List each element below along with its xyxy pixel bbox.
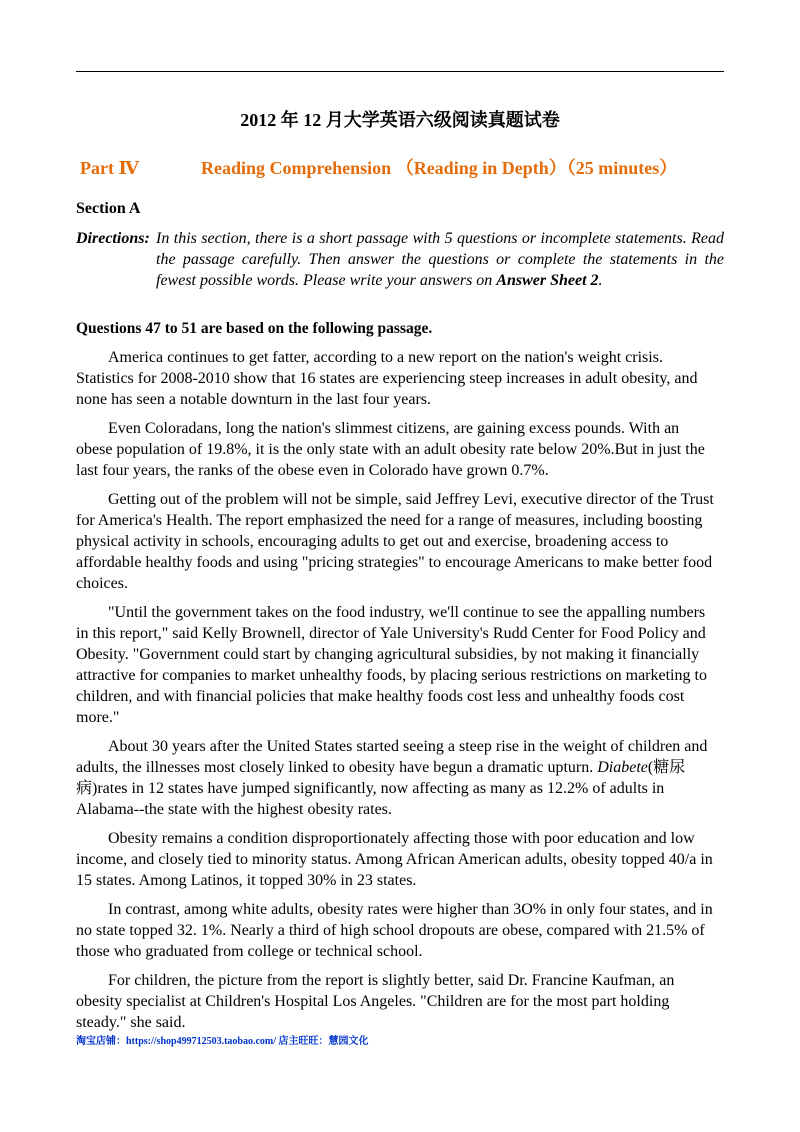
text-line: in this report," said Kelly Brownell, director of Yale University's Rudd Center for Food Policy and [76,625,706,642]
text-line: affordable healthy foods and using "pricing strategies" to encourage Americans to make better food [76,554,713,571]
page-title: 2012 年 12 月大学英语六级阅读真题试卷 [240,110,560,130]
text-line [76,270,724,291]
directions-label: Directions: [76,230,150,247]
text-line: none has seen a notable downturn in the last four years. [76,391,432,408]
text-line: obese population of 19.8%, it is the only state with an adult obesity rate below 20%.But in just the [76,441,705,458]
passage-paragraph [76,970,724,1033]
text-line: Obesity. "Government could start by changing agricultural subsidies, by not making it financially [76,646,700,663]
passage [76,347,724,1041]
text-run: fewest possible words. Please write your answers on [156,272,497,289]
text-line: those who graduated from college or technical school. [76,943,423,960]
passage-paragraph [76,489,724,594]
text-line: Getting out of the problem will not be simple, said Jeffrey Levi, executive director of the Trust [108,491,714,508]
part-label: Part Ⅳ [80,158,139,178]
passage-paragraph [76,736,724,820]
text-line: for America's Health. The report emphasized the need for a range of measures, including boosting [76,512,703,529]
text-line: more." [76,709,120,726]
text-line [76,757,724,778]
part-heading-row [0,156,800,180]
passage-paragraph [76,602,724,728]
directions [76,228,724,291]
text-run: (糖尿 [647,759,686,776]
text-line: no state topped 32. 1%. Nearly a third of high school dropouts are obese, compared with 21.5% of [76,922,705,939]
passage-paragraph [76,418,724,481]
part-title: Reading Comprehension （Reading in Depth）（25 minutes） [201,158,678,178]
text-run: the passage carefully. Then answer the questions or complete the statements in the [156,251,724,268]
passage-paragraph [76,899,724,962]
text-line: For children, the picture from the report is slightly better, said Dr. Francine Kaufman, an [108,972,675,989]
text-line: obesity specialist at Children's Hospital Los Angeles. "Children are for the most part holding [76,993,670,1010]
text-line [76,228,724,249]
text-run: adults, the illnesses most closely linked to obesity have begun a dramatic upturn. [76,759,598,776]
italic-term: Diabete [597,759,648,776]
text-run: . [598,272,603,289]
text-run: In this section, there is a short passage with 5 questions or incomplete statements. Read [156,230,724,247]
text-line: children, and with financial policies that make healthy foods cost less and unhealthy foods cost [76,688,685,705]
text-line: attractive for companies to market unhealthy foods, by placing serious restrictions on marketing to [76,667,707,684]
text-line: Obesity remains a condition disproportionately affecting those with poor education and low [108,830,695,847]
top-rule [76,71,724,72]
passage-paragraph [76,347,724,410]
text-line: Alabama--the state with the highest obesity rates. [76,801,392,818]
text-line: last four years, the ranks of the obese even in Colorado have grown 0.7%. [76,462,549,479]
text-line: choices. [76,575,128,592]
text-line: 病)rates in 12 states have jumped significantly, now affecting as many as 12.2% of adults in [76,780,665,797]
text-line: Statistics for 2008-2010 show that 16 states are experiencing steep increases in adult obesity, and [76,370,698,387]
text-line [76,249,724,270]
section-label: Section A [76,200,141,217]
text-line: income, and closely tied to minority status. Among African American adults, obesity topped 40/a in [76,851,713,868]
text-line: 15 states. Among Latinos, it topped 30% in 23 states. [76,872,417,889]
text-line: steady." she said. [76,1014,186,1031]
text-line: "Until the government takes on the food industry, we'll continue to see the appalling numbers [108,604,706,621]
text-line: In contrast, among white adults, obesity rates were higher than 3O% in only four states, and in [108,901,713,918]
text-line: physical activity in schools, encouraging adults to get out and exercise, broadening access to [76,533,669,550]
questions-intro: Questions 47 to 51 are based on the following passage. [76,320,433,337]
passage-paragraph [76,828,724,891]
text-line: Even Coloradans, long the nation's slimmest citizens, are gaining excess pounds. With an [108,420,680,437]
bold-term: Answer Sheet 2 [496,272,599,289]
text-line: About 30 years after the United States started seeing a steep rise in the weight of children and [108,738,708,755]
footer-note: 淘宝店铺：https://shop499712503.taobao.com/ 店主旺旺：慧园文化 [76,1036,369,1047]
text-line: America continues to get fatter, according to a new report on the nation's weight crisis. [108,349,663,366]
